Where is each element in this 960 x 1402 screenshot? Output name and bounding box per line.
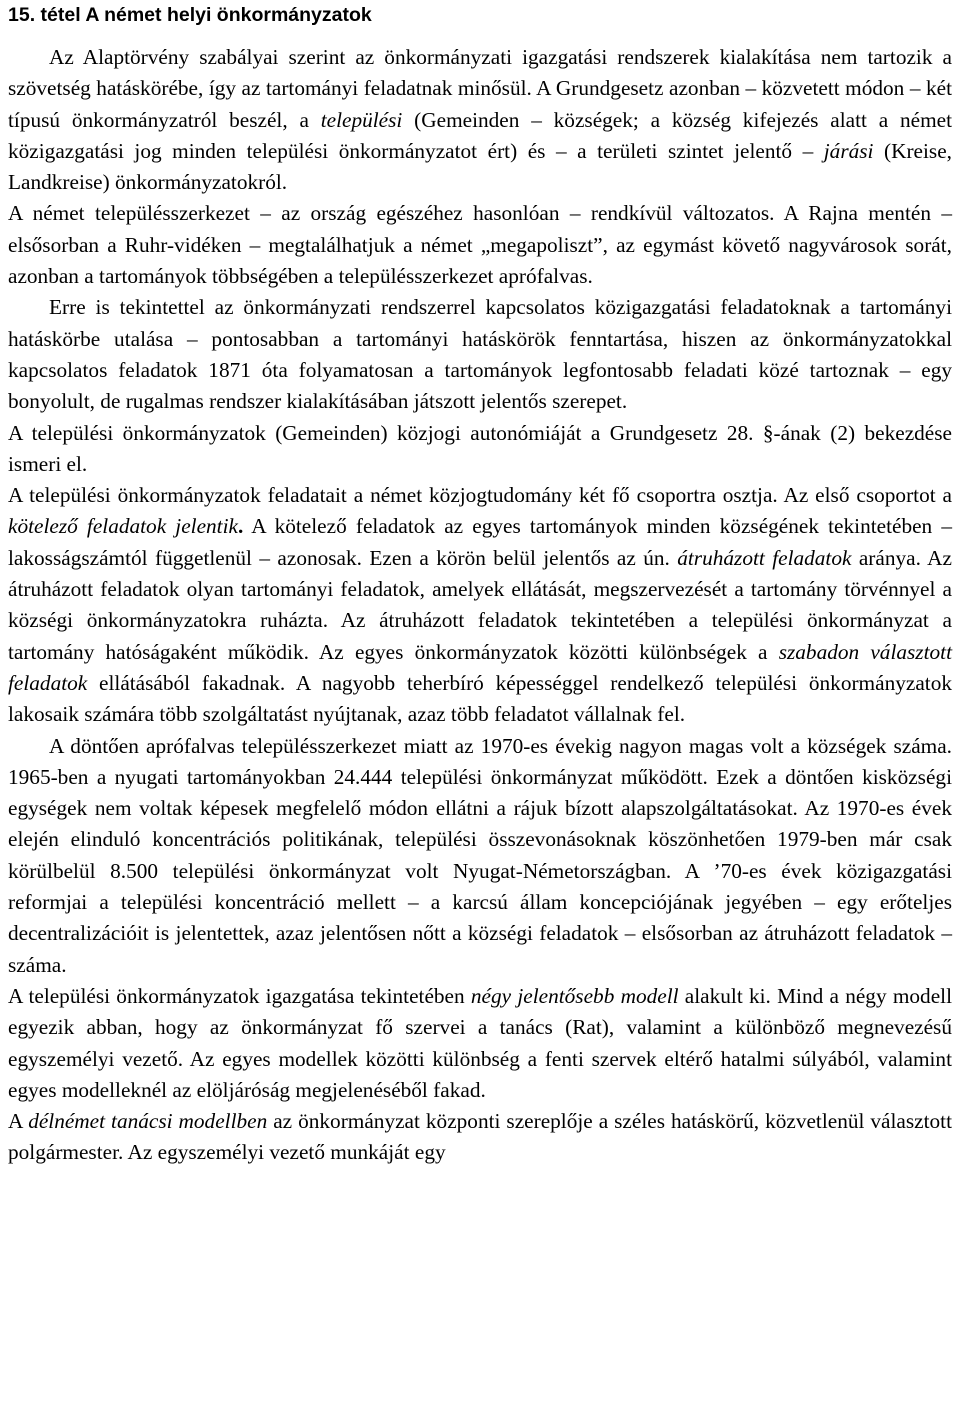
text-run: (Kreise, Landkreise) önkormányzatokról. xyxy=(8,138,952,195)
paragraph xyxy=(8,981,952,1106)
paragraph xyxy=(8,418,952,481)
text-run: A xyxy=(8,1109,29,1134)
text-run: A települési önkormányzatok igazgatása tekintetében xyxy=(8,983,471,1008)
bold-text: . xyxy=(237,514,244,539)
paragraph xyxy=(8,198,952,292)
text-run: Erre is tekintettel az önkormányzati rendszerrel kapcsolatos közigazgatási feladatoknak a tartományi hatáskörbe utalása – pontosabban a tartományi hatáskörök fenntartása, hiszen az önkormányzatokkal kapcsolatos feladatok 1871 óta folyamatosan a tartományok legfontosabb feladati közé tartoznak – egy bonyolult, de rugalmas rendszer kialakításában játszott jelentős szerepet. xyxy=(8,295,952,414)
text-run: (Gemeinden – községek; a község kifejezés alatt a német közigazgatási jog minden települési önkormányzatot ért) és – a területi szintet jelentő – xyxy=(8,107,952,163)
emphasis-text: járási xyxy=(823,138,874,163)
text-run: A kötelező feladatok az egyes tartományok minden községének tekintetében – lakosságszámtól függetlenül – azonosak. Ezen a körön belül jelentős az ún. xyxy=(8,514,952,570)
emphasis-text: délnémet tanácsi modellben xyxy=(28,1109,268,1134)
emphasis-text: négy jelentősebb modell xyxy=(470,983,679,1008)
paragraph xyxy=(8,42,952,198)
text-run: A települési önkormányzatok (Gemeinden) közjogi autonómiáját a Grundgesetz 28. §-ának (2) bekezdése ismeri el. xyxy=(8,420,952,476)
text-run: az önkormányzat központi szereplője a széles hatáskörű, közvetlenül választott polgármester. Az egyszemélyi vezető munkáját egy xyxy=(8,1109,953,1165)
emphasis-text: kötelező feladatok jelentik xyxy=(8,514,238,539)
paragraph xyxy=(8,292,952,417)
paragraph xyxy=(8,480,952,730)
text-run: aránya. Az átruházott feladatok olyan tartományi feladatok, amelyek ellátását, megszervezését a tartomány törvénnyel a községi önkormányzatokra ruházta. Az átruházott feladatok tekintetében a települési önkormányzat a tartomány hatóságaként működik. Az egyes önkormányzatok közötti különbségek a xyxy=(8,545,952,664)
emphasis-text: átruházott feladatok xyxy=(677,545,852,570)
text-run: A döntően aprófalvas településszerkezet miatt az 1970-es évekig nagyon magas volt a községek száma. 1965-ben a nyugati tartományokban 24.444 települési önkormányzat működött. Ezek a döntően kisközségi egységek nem voltak képesek megfelelő módon ellátni a rájuk bízott alapszolgáltatásokat. Az 1970-es évek elején elinduló koncentrációs politikának, települési összevonásoknak köszönhetően 1979-ben már csak körülbelül 8.500 települési önkormányzat volt Nyugat-Németországban. A ’70-es évek közigazgatási reformjai a települési koncentráció mellett – a karcsú állam koncepciójának jegyében – egy erőteljes decentralizációit is jelentettek, azaz jelentősen nőtt a községi feladatok – elsősorban az átruházott feladatok – száma. xyxy=(8,733,952,977)
paragraph xyxy=(8,1106,952,1169)
emphasis-text: szabadon választott feladatok xyxy=(8,639,952,695)
text-run: A települési önkormányzatok feladatait a német közjogtudomány két fő csoportra osztja. Az első csoportot a xyxy=(8,483,952,508)
document-body xyxy=(8,42,952,1169)
text-run: ellátásából fakadnak. A nagyobb teherbíró képességgel rendelkező települési önkormányzatok lakosaik számára több szolgáltatást nyújtanak, azaz több feladatot vállalnak fel. xyxy=(8,670,952,727)
text-run: alakult ki. Mind a négy modell egyezik abban, hogy az önkormányzat fő szervei a tanács (Rat), valamint a különböző megnevezésű egyszemélyi vezető. Az egyes modellek közötti különbség a fenti szervek eltérő hatalmi súlyából, valamint egyes modelleknél az elöljáróság megjelenéséből fakad. xyxy=(8,983,952,1102)
text-run: Az Alaptörvény szabályai szerint az önkormányzati igazgatási rendszerek kialakítása nem tartozik a szövetség hatáskörébe, így az tartományi feladatnak minősül. A Grundgesetz azonban – közvetett módon – két típusú önkormányzatról beszél, a xyxy=(8,45,952,132)
paragraph xyxy=(8,731,952,981)
document-title: 15. tétel A német helyi önkormányzatok xyxy=(8,4,372,26)
emphasis-text: települési xyxy=(320,107,403,132)
text-run: A német településszerkezet – az ország egészéhez hasonlóan – rendkívül változatos. A Rajna mentén – elsősorban a Ruhr-vidéken – megtalálhatjuk a német „megapoliszt”, az egymást követő nagyvárosok sorát, azonban a tartományok többségében a településszerkezet aprófalvas. xyxy=(8,201,952,289)
